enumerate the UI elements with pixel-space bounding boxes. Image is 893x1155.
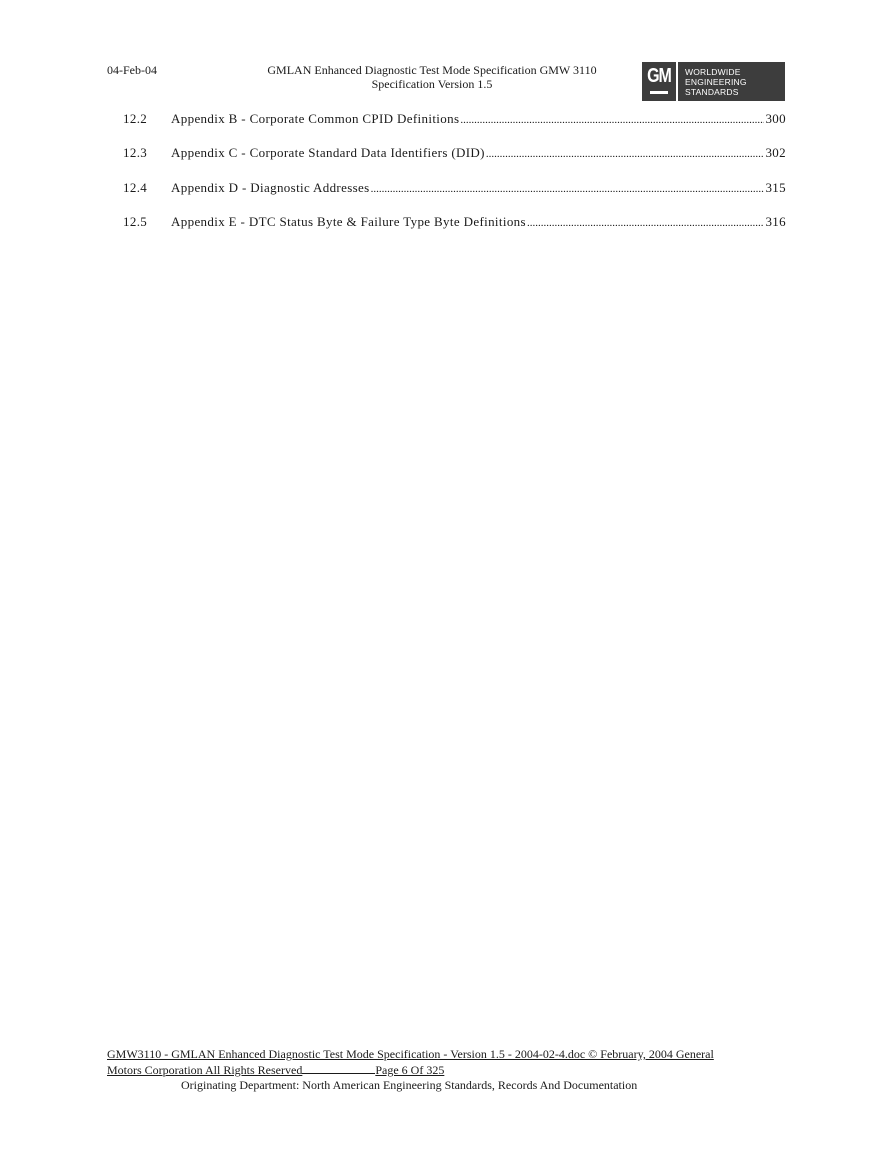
footer-underline-gap [302, 1062, 375, 1074]
document-title-line1: GMLAN Enhanced Diagnostic Test Mode Specification GMW 3110 [267, 63, 597, 77]
toc-entry-title: Appendix E - DTC Status Byte & Failure Type Byte Definitions [171, 213, 526, 229]
toc-dot-leader [460, 114, 764, 126]
toc-entry[interactable] [123, 145, 786, 179]
footer-page-number: Page 6 Of 325 [375, 1063, 445, 1077]
document-title [222, 63, 642, 91]
toc-dot-leader [486, 148, 765, 160]
toc-entry-page: 302 [765, 145, 786, 161]
toc-dot-leader [371, 183, 765, 195]
page-footer [107, 1047, 787, 1093]
document-title-line2: Specification Version 1.5 [371, 77, 493, 91]
toc-entry-title: Appendix D - Diagnostic Addresses [171, 179, 370, 195]
toc-entry[interactable] [123, 180, 786, 214]
toc-dot-leader [527, 217, 765, 229]
gm-logo-icon [642, 62, 678, 101]
toc-entry-number: 12.4 [123, 179, 148, 195]
toc-entry-page: 300 [765, 111, 786, 126]
gm-worldwide-engineering-standards-logo [642, 62, 785, 101]
header-date: 04-Feb-04 [107, 63, 157, 77]
toc-entry-title: Appendix B - Corporate Common CPID Definitions [171, 111, 460, 126]
toc-entry-number: 12.2 [123, 111, 148, 126]
toc-entry-page: 315 [765, 179, 786, 195]
toc-entry[interactable] [123, 111, 786, 145]
gm-logo-mark: GM [647, 65, 671, 87]
toc-entry-title: Appendix C - Corporate Standard Data Identifiers (DID) [171, 145, 485, 161]
toc-entry-number: 12.5 [123, 213, 148, 229]
logo-word-standards: STANDARDS [685, 86, 739, 97]
footer-rights-line [107, 1062, 787, 1078]
toc-entry[interactable] [123, 214, 786, 248]
toc-entry-number: 12.3 [123, 145, 148, 161]
footer-document-info: GMW3110 - GMLAN Enhanced Diagnostic Test Mode Specification - Version 1.5 - 2004-02-4.doc © February, 2004 General [107, 1047, 714, 1061]
footer-originating-department: Originating Department: North American Engineering Standards, Records And Documentation [181, 1078, 638, 1092]
logo-wordmark [678, 67, 747, 97]
footer-rights: Motors Corporation All Rights Reserved [107, 1063, 303, 1077]
logo-word-engineering: ENGINEERING [685, 76, 747, 87]
logo-word-worldwide: WORLDWIDE [685, 66, 741, 77]
table-of-contents [123, 111, 786, 248]
gm-logo-underline [650, 91, 668, 94]
toc-entry-page: 316 [765, 213, 786, 229]
